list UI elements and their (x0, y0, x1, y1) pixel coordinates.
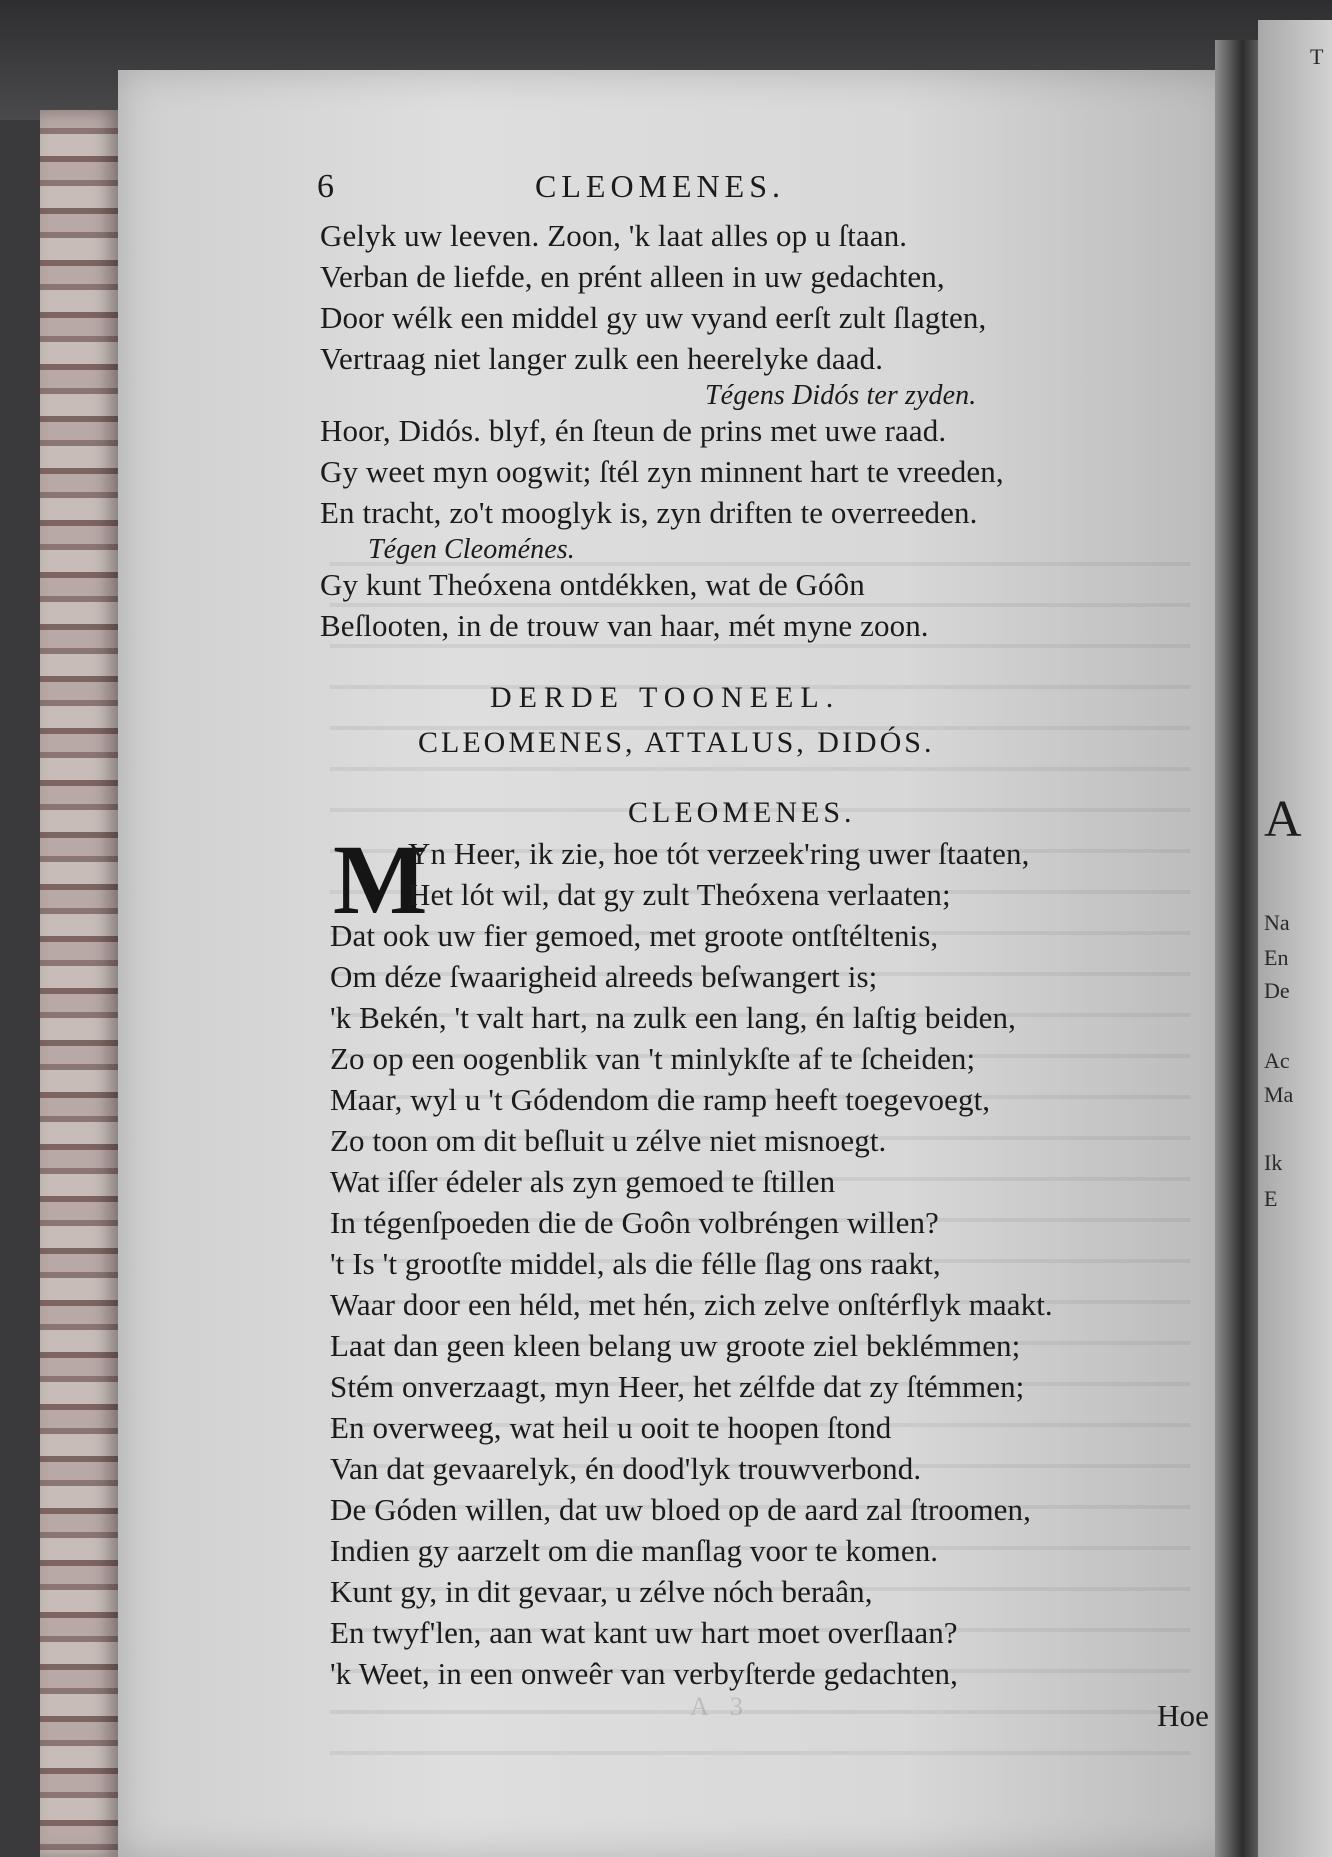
right-page-fragment: Ma (1264, 1082, 1294, 1107)
verse-line: Wat iſſer édeler als zyn gemoed te ſtillen (330, 1164, 836, 1199)
verse-line: 't Is 't grootſte middel, als die félle ſlag ons raakt, (330, 1246, 941, 1281)
verse-line: En twyf'len, aan wat kant uw hart moet overſlaan? (330, 1615, 958, 1650)
right-page-fragment: T (1310, 44, 1324, 69)
verse-line: Indien gy aarzelt om die manſlag voor te komen. (330, 1533, 939, 1568)
verse-line: Waar door een héld, met hén, zich zelve onſtérflyk maakt. (330, 1287, 1053, 1322)
scene-characters: CLEOMENES, ATTALUS, DIDÓS. (418, 726, 935, 759)
right-page-fragment: En (1264, 945, 1289, 970)
verse-line: Gelyk uw leeven. Zoon, 'k laat alles op u ſtaan. (320, 218, 908, 253)
right-page-fragment: E (1264, 1186, 1278, 1211)
right-page-fragment: A (1264, 791, 1302, 848)
verse-line: 'k Weet, in een onweêr van verbyſterde gedachten, (330, 1656, 959, 1691)
verse-line: Gy kunt Theóxena ontdékken, wat de Góôn (320, 567, 865, 602)
verse-line: Het lót wil, dat gy zult Theóxena verlaaten; (408, 877, 951, 912)
verse-line: Hoor, Didós. blyf, én ſteun de prins met uwe raad. (320, 413, 947, 448)
verse-line: In tégenſpoeden die de Goôn volbréngen willen? (330, 1205, 939, 1240)
right-page-fragment: De (1264, 978, 1290, 1003)
verse-line: Van dat gevaarelyk, én dood'lyk trouwverbond. (330, 1451, 922, 1486)
verse-line: Beſlooten, in de trouw van haar, mét myne zoon. (320, 608, 929, 643)
verse-line: Verban de liefde, en prént alleen in uw gedachten, (320, 259, 945, 294)
running-head: CLEOMENES. (535, 168, 785, 204)
verse-line: De Góden willen, dat uw bloed op de aard zal ſtroomen, (330, 1492, 1031, 1527)
verse-line: Maar, wyl u 't Gódendom die ramp heeft toegevoegt, (330, 1082, 991, 1117)
scene-title: DERDE TOONEEL. (490, 681, 841, 714)
verse-line: 'k Bekén, 't valt hart, na zulk een lang, én laſtig beiden, (330, 1000, 1016, 1035)
verse-line: Kunt gy, in dit gevaar, u zélve nóch beraân, (330, 1574, 873, 1609)
verse-line: En overweeg, wat heil u ooit te hoopen ſtond (330, 1410, 892, 1445)
verse-line: Laat dan geen kleen belang uw groote ziel beklémmen; (330, 1328, 1021, 1363)
right-page-fragment: Ac (1264, 1048, 1290, 1073)
verse-line: Zo op een oogenblik van 't minlykſte af te ſcheiden; (330, 1041, 976, 1076)
signature-mark: A 3 (690, 1692, 751, 1721)
verse-line: Gy weet myn oogwit; ſtél zyn minnent hart te vreeden, (320, 454, 1004, 489)
verse-line: Vertraag niet langer zulk een heerelyke daad. (320, 341, 884, 376)
verse-line: Zo toon om dit beſluit u zélve niet misnoegt. (330, 1123, 887, 1158)
catchword: Hoe (1157, 1698, 1209, 1733)
stage-direction: Tégens Didós ter zyden. (705, 380, 977, 411)
verse-line: Stém onverzaagt, myn Heer, het zélfde dat zy ſtémmen; (330, 1369, 1025, 1404)
right-page-fragment: Ik (1264, 1150, 1283, 1175)
verse-line: Door wélk een middel gy uw vyand eerſt zult ſlagten, (320, 300, 987, 335)
verse-line: En tracht, zo't mooglyk is, zyn driften te overreeden. (320, 495, 978, 530)
verse-line: Dat ook uw fier gemoed, met groote ontſtéltenis, (330, 918, 939, 953)
page-number: 6 (317, 168, 334, 205)
speaker-name: CLEOMENES. (628, 796, 856, 829)
verse-line: Om déze ſwaarigheid alreeds beſwangert is; (330, 959, 878, 994)
stage-direction: Tégen Cleoménes. (368, 534, 575, 565)
verse-line: Yn Heer, ik zie, hoe tót verzeek'ring uwer ſtaaten, (408, 836, 1030, 871)
drop-cap: M (333, 824, 428, 935)
right-page-fragment: Na (1264, 910, 1290, 935)
